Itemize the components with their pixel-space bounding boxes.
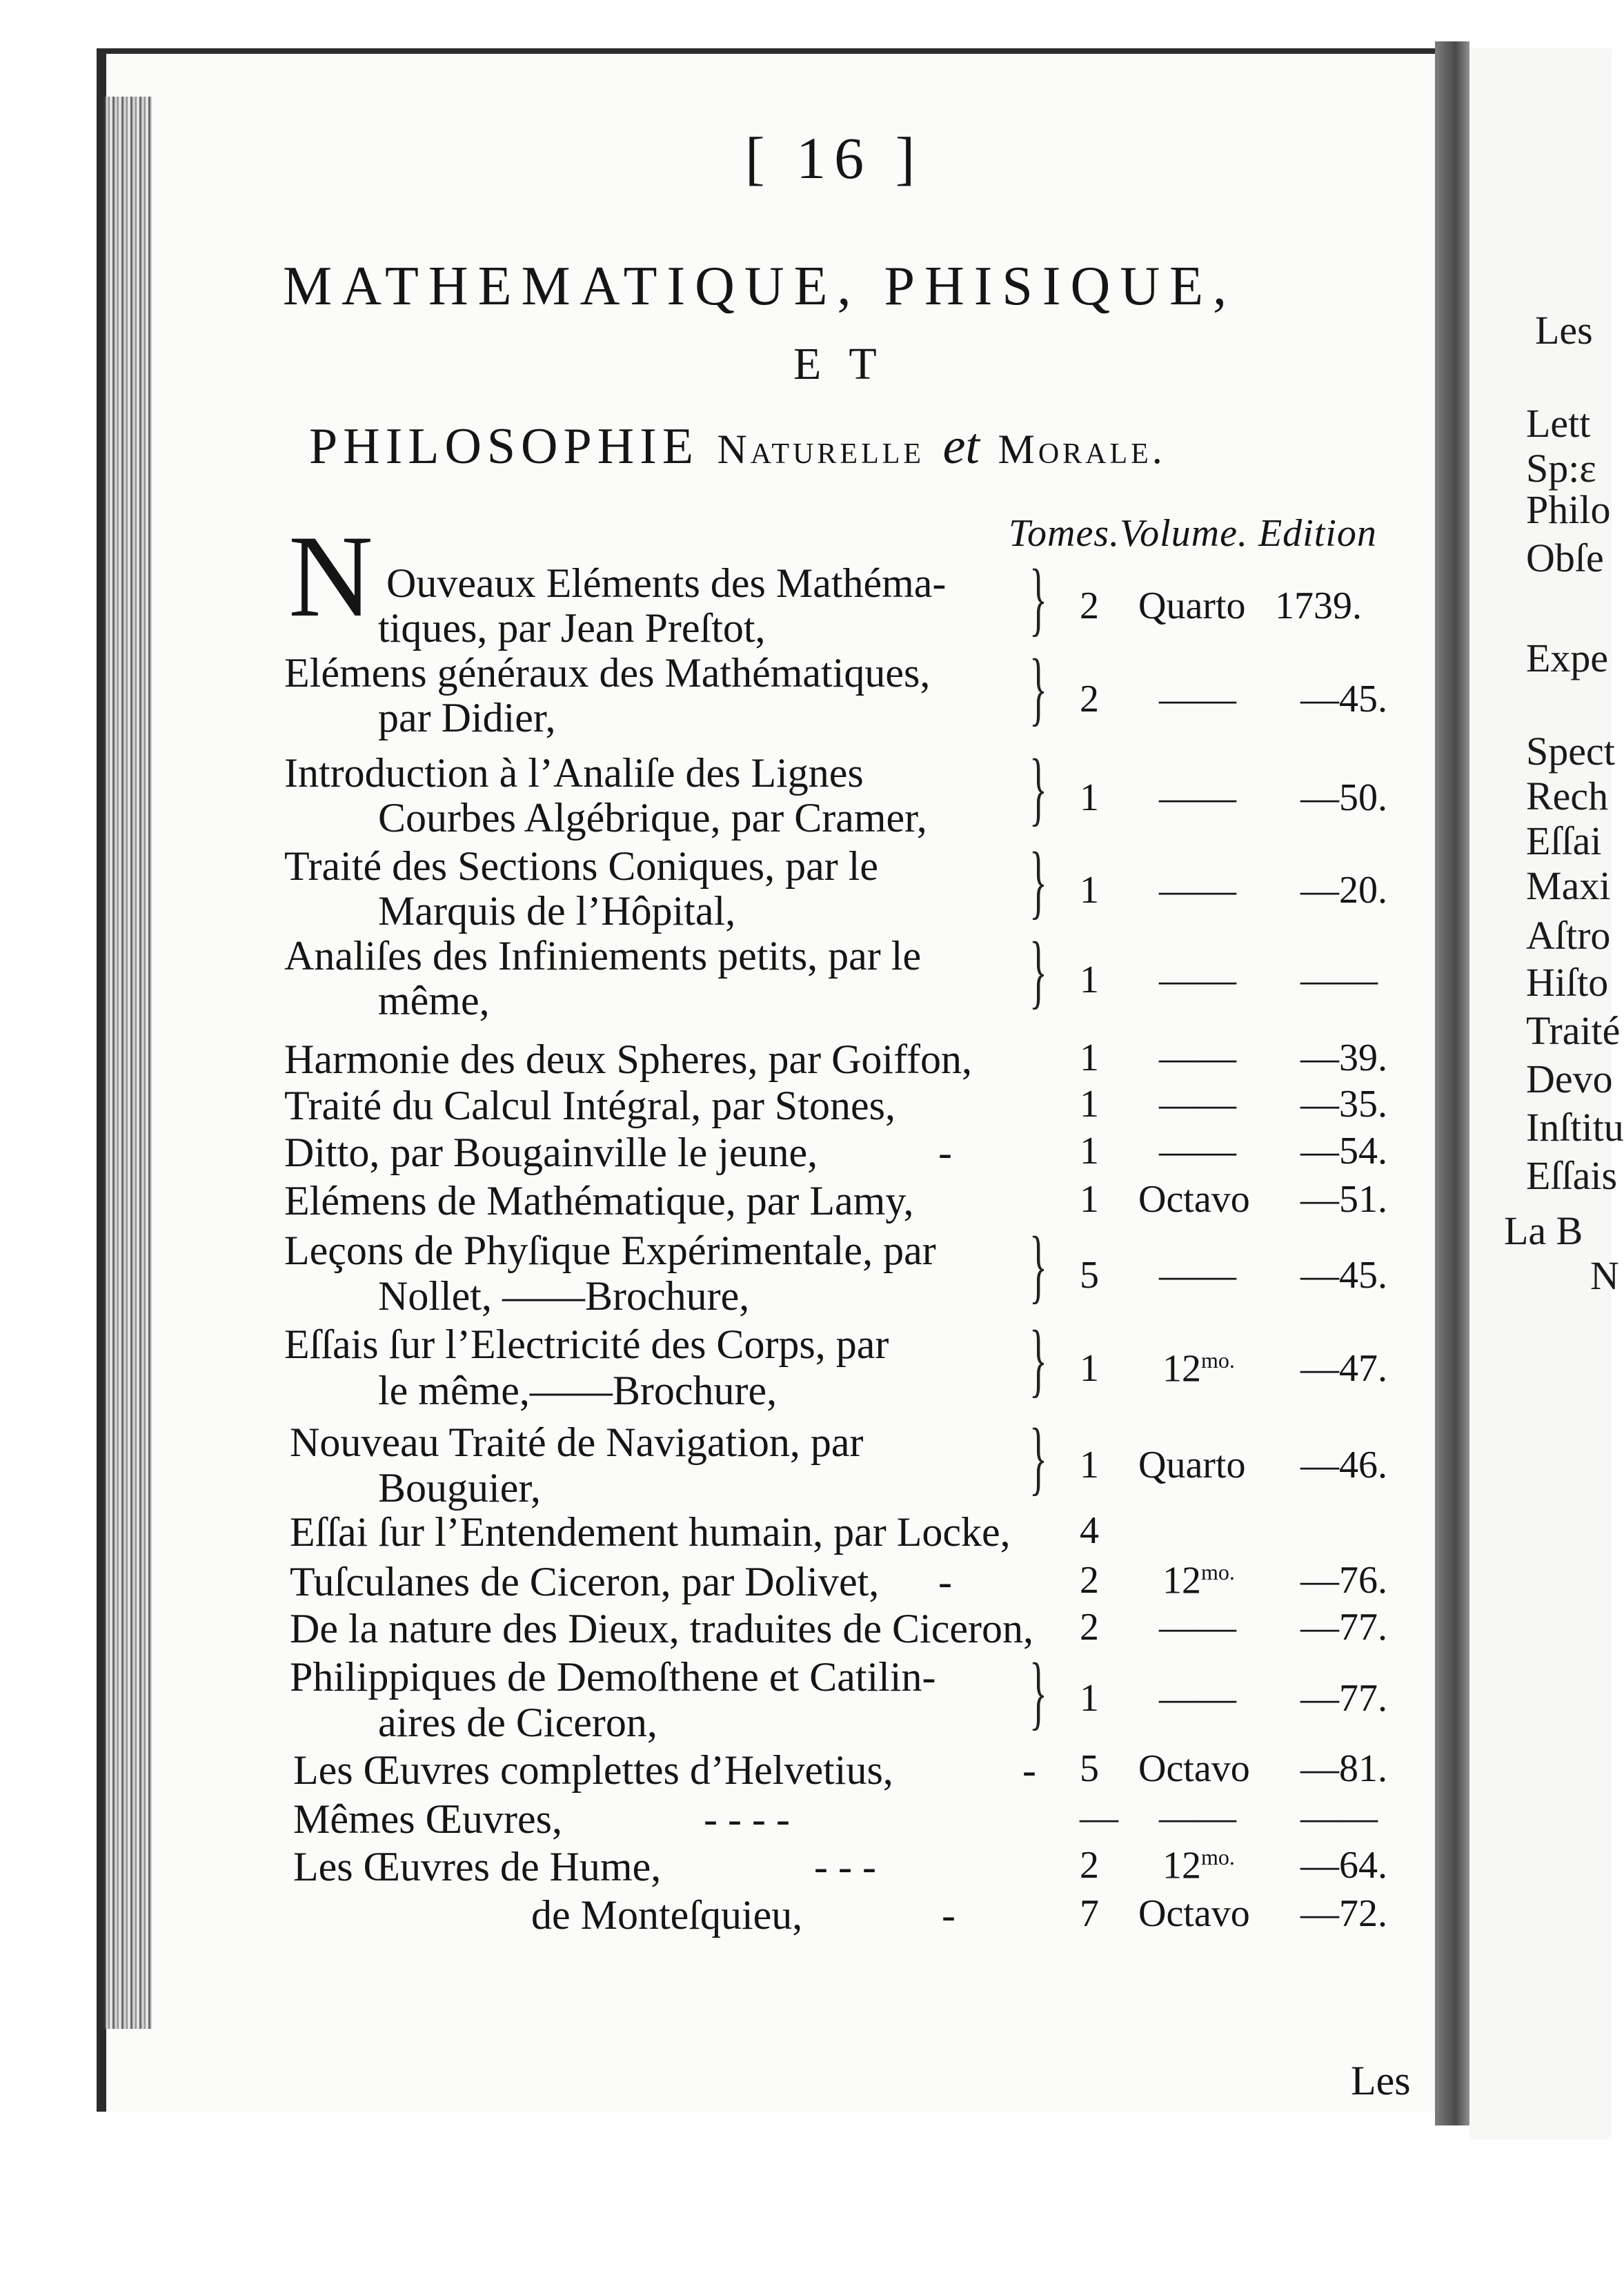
next-page-line: Eſſai xyxy=(1526,818,1602,863)
entry-title: Philippiques de Demoſthene et Catilin- xyxy=(290,1654,936,1700)
heading-line-1: MATHEMATIQUE, PHISIQUE, xyxy=(283,256,1236,317)
tomes-value: 2 xyxy=(1080,1844,1099,1887)
entry-title: Eſſais ſur l’Electricité des Corps, par xyxy=(284,1322,889,1367)
next-page-line: Lett xyxy=(1526,401,1591,446)
tomes-value: 2 xyxy=(1080,1606,1099,1649)
volume-superscript: mo. xyxy=(1201,1348,1235,1373)
entry-title: Harmonie des deux Spheres, par Goiffon, xyxy=(284,1037,972,1082)
next-page-line: Philo xyxy=(1526,487,1611,532)
edition-value: —77. xyxy=(1300,1677,1387,1720)
volume-value: —— xyxy=(1159,869,1236,912)
tomes-value: 2 xyxy=(1080,678,1099,720)
volume-value: —— xyxy=(1159,959,1236,1001)
tomes-value: 1 xyxy=(1080,1677,1099,1720)
edition-value: —45. xyxy=(1300,678,1387,720)
edition-value: —50. xyxy=(1300,776,1387,819)
volume-value: Octavo xyxy=(1138,1178,1250,1221)
entry-dash: - - - xyxy=(814,1844,876,1889)
next-page-line: Inſtitu xyxy=(1526,1105,1624,1150)
next-page-line: Sp:ɛ xyxy=(1526,446,1596,491)
volume-value: —— xyxy=(1159,1677,1236,1720)
edition-value: —51. xyxy=(1300,1178,1387,1221)
entry-title: Traité du Calcul Intégral, par Stones, xyxy=(284,1083,895,1128)
page-number: [ 16 ] xyxy=(745,125,924,191)
entry-dash: - xyxy=(938,1130,952,1175)
volume-superscript: mo. xyxy=(1201,1560,1235,1584)
entry-title: Ditto, par Bougainville le jeune, xyxy=(284,1130,818,1175)
tomes-value: 1 xyxy=(1080,869,1099,912)
entry-title-cont: Bouguier, xyxy=(378,1465,541,1511)
edition-value: —77. xyxy=(1300,1606,1387,1649)
volume-value: $12^{mo.}$ xyxy=(1162,1559,1235,1602)
next-page-line: Obſe xyxy=(1526,536,1604,580)
entry-brace: } xyxy=(1029,742,1047,834)
entry-title: Les Œuvres de Hume, xyxy=(293,1844,662,1889)
edition-value: —81. xyxy=(1300,1747,1387,1790)
entry-title: Introduction à l’Analiſe des Lignes xyxy=(284,750,864,796)
next-page-line: Rech xyxy=(1526,774,1609,818)
entry-title: de Monteſquieu, xyxy=(531,1892,803,1938)
tomes-value: 1 xyxy=(1080,1347,1099,1390)
entry-brace: } xyxy=(1029,925,1047,1016)
entry-dash: - xyxy=(938,1559,952,1604)
volume-value: Octavo xyxy=(1138,1747,1250,1790)
entry-title-cont: par Didier, xyxy=(378,695,556,740)
edition-value: —76. xyxy=(1300,1559,1387,1602)
volume-value: —— xyxy=(1159,1796,1236,1839)
catchword: Les xyxy=(1351,2058,1411,2103)
edition-value: —54. xyxy=(1300,1130,1387,1172)
edition-value: —39. xyxy=(1300,1037,1387,1079)
tomes-value: 1 xyxy=(1080,776,1099,819)
edition-value: —— xyxy=(1300,1796,1378,1839)
volume-value: —— xyxy=(1159,1037,1236,1079)
edition-value: —72. xyxy=(1300,1892,1387,1935)
entry-brace: } xyxy=(1029,1646,1047,1738)
next-page-line: Traité xyxy=(1526,1008,1621,1053)
edition-value: —20. xyxy=(1300,869,1387,912)
edition-value: —46. xyxy=(1300,1444,1387,1486)
book-gutter xyxy=(1435,41,1469,2125)
entry-brace: } xyxy=(1029,1313,1047,1405)
edition-value: —64. xyxy=(1300,1844,1387,1887)
volume-value: —— xyxy=(1159,1606,1236,1649)
edition-value: —35. xyxy=(1300,1083,1387,1126)
tomes-value: 1 xyxy=(1080,959,1099,1001)
next-page-line: N xyxy=(1590,1253,1619,1298)
entry-title-cont: Marquis de l’Hôpital, xyxy=(378,888,736,934)
page-edges xyxy=(103,97,152,2029)
volume-value: $12^{mo.}$ xyxy=(1162,1844,1235,1887)
tomes-value: 2 xyxy=(1080,1559,1099,1602)
volume-value: Octavo xyxy=(1138,1892,1250,1935)
entry-title-cont: tiques, par Jean Preſtot, xyxy=(378,605,766,651)
volume-value: —— xyxy=(1159,776,1236,819)
tomes-value: — xyxy=(1080,1796,1118,1839)
next-page-line: Eſſais xyxy=(1526,1153,1618,1198)
entry-dash: - xyxy=(1022,1747,1036,1793)
entry-brace: } xyxy=(1029,552,1047,644)
entry-brace: } xyxy=(1029,642,1047,734)
entry-title: Analiſes des Infiniements petits, par le xyxy=(284,933,922,979)
tomes-value: 5 xyxy=(1080,1747,1099,1790)
entry-dash: - - - - xyxy=(704,1796,790,1842)
heading-philosophie: PHILOSOPHIE xyxy=(309,418,699,475)
next-page-line: La B xyxy=(1504,1208,1583,1253)
volume-value: —— xyxy=(1159,1083,1236,1126)
entry-title: Elémens généraux des Mathématiques, xyxy=(284,650,931,696)
volume-superscript: mo. xyxy=(1201,1845,1235,1869)
column-headers: Tomes.Volume. Edition xyxy=(1009,512,1377,555)
next-page-line: Spect xyxy=(1526,729,1615,774)
tomes-value: 1 xyxy=(1080,1037,1099,1079)
edition-value: —47. xyxy=(1300,1347,1387,1390)
tomes-value: 5 xyxy=(1080,1254,1099,1297)
volume-value: —— xyxy=(1159,1130,1236,1172)
entry-title: Elémens de Mathématique, par Lamy, xyxy=(284,1178,914,1224)
entry-title: Leçons de Phyſique Expérimentale, par xyxy=(284,1228,936,1273)
entry-title: Traité des Sections Coniques, par le xyxy=(284,843,879,889)
volume-value: —— xyxy=(1159,678,1236,720)
volume-value: Quarto xyxy=(1138,585,1246,627)
heading-line-2: ET xyxy=(793,339,904,389)
entry-brace: } xyxy=(1029,835,1047,927)
tomes-value: 1 xyxy=(1080,1130,1099,1172)
next-page-line: Expe xyxy=(1526,636,1609,680)
heading-line-3 xyxy=(309,418,1166,475)
next-page-line: Aſtro xyxy=(1526,913,1611,958)
entry-title: Les Œuvres complettes d’Helvetius, xyxy=(293,1747,893,1793)
next-page-line: Devo xyxy=(1526,1057,1613,1101)
entry-dash: - xyxy=(942,1892,955,1938)
entry-title-cont: le même,——Brochure, xyxy=(378,1368,778,1413)
heading-morale: Morale. xyxy=(998,426,1166,472)
edition-value: —— xyxy=(1300,959,1378,1001)
edition-value: —45. xyxy=(1300,1254,1387,1297)
entry-title: Mêmes Œuvres, xyxy=(293,1796,562,1842)
volume-value: Quarto xyxy=(1138,1444,1246,1486)
tomes-value: 1 xyxy=(1080,1178,1099,1221)
entry-title-cont: Courbes Algébrique, par Cramer, xyxy=(378,795,927,841)
next-page-line: Les xyxy=(1535,308,1593,353)
entry-brace: } xyxy=(1029,1411,1047,1503)
tomes-value: 1 xyxy=(1080,1444,1099,1486)
heading-naturelle: Naturelle xyxy=(717,426,925,472)
entry-title: Eſſai ſur l’Entendement humain, par Locke, xyxy=(290,1509,1011,1555)
entry-title: Tuſculanes de Ciceron, par Dolivet, xyxy=(290,1559,880,1604)
volume-value: —— xyxy=(1159,1254,1236,1297)
entry-title-cont: Nollet, ——Brochure, xyxy=(378,1273,750,1319)
edition-value: 1739. xyxy=(1275,585,1362,627)
next-page-line: Maxi xyxy=(1526,863,1611,908)
entry-title-cont: même, xyxy=(378,978,490,1023)
drop-cap: N xyxy=(288,511,373,641)
entry-brace: } xyxy=(1029,1219,1047,1311)
tomes-value: 7 xyxy=(1080,1892,1099,1935)
tomes-value: 4 xyxy=(1080,1509,1099,1552)
entry-title-cont: aires de Ciceron, xyxy=(378,1700,657,1745)
tomes-value: 2 xyxy=(1080,585,1099,627)
entry-title: Ouveaux Eléments des Mathéma- xyxy=(386,560,947,606)
tomes-value: 1 xyxy=(1080,1083,1099,1126)
entry-title: De la nature des Dieux, traduites de Ciceron, xyxy=(290,1606,1033,1651)
volume-value: $12^{mo.}$ xyxy=(1162,1347,1235,1391)
heading-et: et xyxy=(942,418,980,475)
entry-title: Nouveau Traité de Navigation, par xyxy=(290,1420,864,1465)
next-page-line: Hiſto xyxy=(1526,960,1609,1005)
